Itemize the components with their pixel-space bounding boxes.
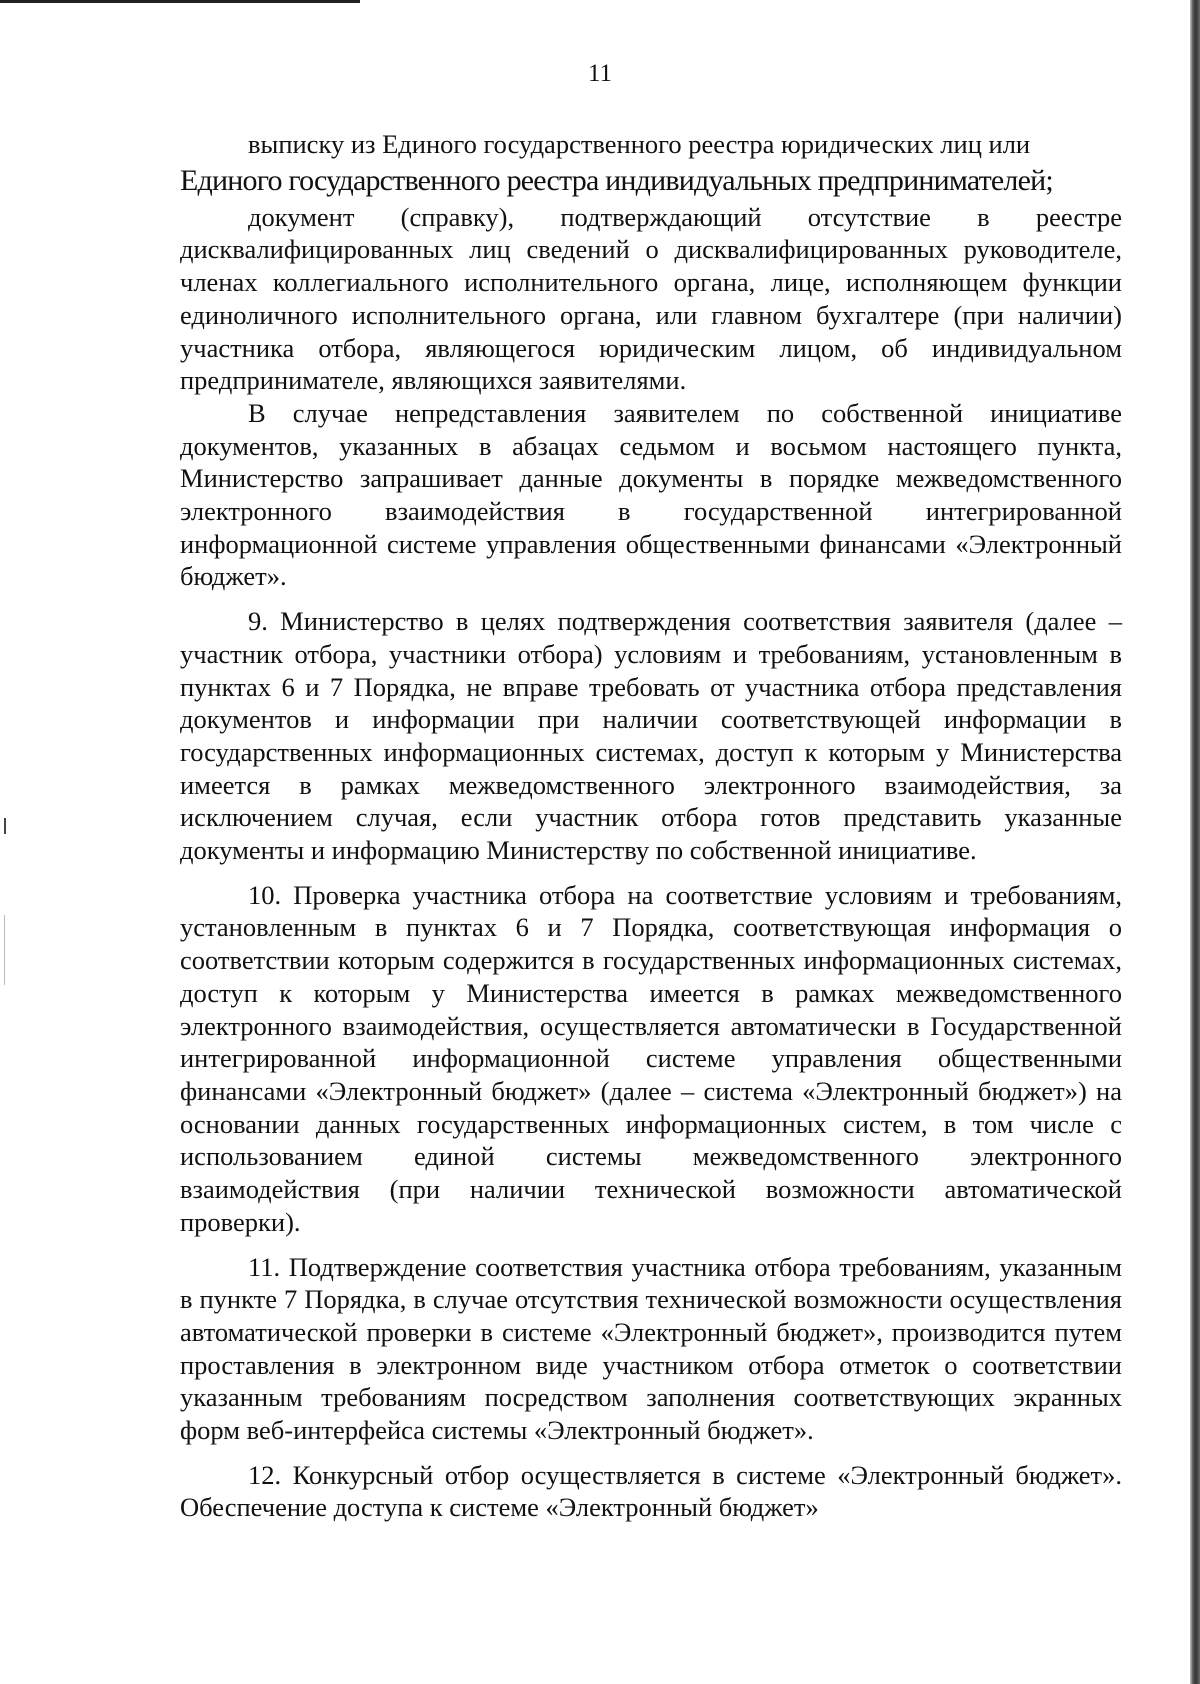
paragraph-disqualification-certificate: документ (справку), подтверждающий отсутствие в реестре дисквалифицированных лиц сведений о дисквалифицированных руководителе, членах коллегиального исполнительного органа, лице, исполняющем функции единоличного исполнительного органа, или главном бухгалтере (при наличии) участника отбора, являющегося юридическим лицом, об индивидуальном предпринимателе, являющихся заявителями. [180, 201, 1122, 396]
paragraph-item-11: 11. Подтверждение соответствия участника отбора требованиям, указанным в пункте 7 Порядка, в случае отсутствия технической возможности осуществления автоматической проверки в системе «Электронный бюджет», производится путем проставления в электронном виде участником отбора отметок о соответствии указанным требованиям посредством заполнения соответствующих экранных форм веб-интерфейса системы «Электронный бюджет». [180, 1251, 1122, 1446]
scan-artifact-mark [4, 915, 5, 985]
paragraph-ministry-request: В случае непредставления заявителем по собственной инициативе документов, указанных в абзацах седьмом и восьмом настоящего пункта, Министерство запрашивает данные документы в порядке межведомственного электронного взаимодействия в государственной интегрированной информационной системе управления общественными финансами «Электронный бюджет». [180, 397, 1122, 592]
scan-artifact-mark [4, 818, 6, 834]
paragraph-item-9: 9. Министерство в целях подтверждения соответствия заявителя (далее – участник отбора, участники отбора) условиям и требованиям, установленным в пунктах 6 и 7 Порядка, не вправе требовать от участника отбора представления документов и информации при наличии соответствующей информации в государственных информационных системах, доступ к которым у Министерства имеется в рамках межведомственного электронного взаимодействия, за исключением случая, если участник отбора готов представить указанные документы и информацию Министерству по собственной инициативе. [180, 606, 1122, 866]
scan-artifact-right-edge [1190, 0, 1200, 1684]
paragraph-item-10: 10. Проверка участника отбора на соответствие условиям и требованиям, установленным в пунктах 6 и 7 Порядка, соответствующая информация о соответствии которым содержится в государственных информационных системах, доступ к которым у Министерства имеется в рамках межведомственного электронного взаимодействия, осуществляется автоматически в Государственной интегрированной информационной системе управления общественными финансами «Электронный бюджет» (далее – система «Электронный бюджет») на основании данных государственных информационных систем, в том числе с использованием единой системы межведомственного электронного взаимодействия (при наличии технической возможности автоматической проверки). [180, 879, 1122, 1237]
paragraph-extract-entrepreneurs: Единого государственного реестра индивидуальных предпринимателей; [180, 163, 1053, 197]
document-body [180, 128, 1122, 1524]
paragraph-item-12: 12. Конкурсный отбор осуществляется в системе «Электронный бюджет». Обеспечение доступа к системе «Электронный бюджет» [180, 1459, 1122, 1523]
paragraph-extract-legal-entities: выписку из Единого государственного реестра юридических лиц или [248, 129, 1031, 159]
page-number: 11 [587, 60, 613, 87]
scan-artifact-top-line [0, 0, 360, 3]
